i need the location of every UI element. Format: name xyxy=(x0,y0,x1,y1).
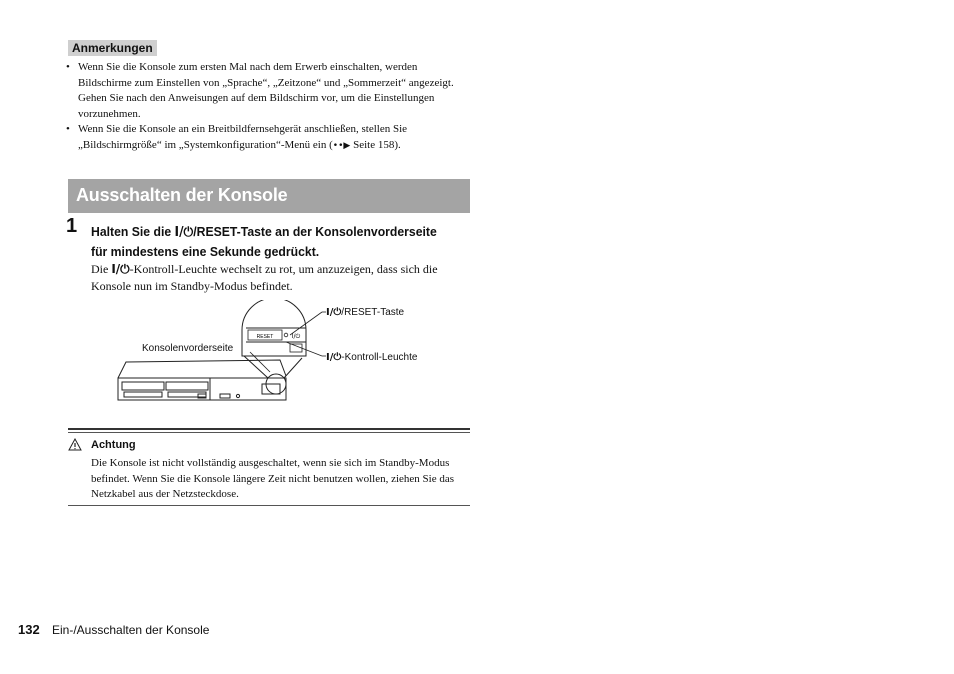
caution-second-rule xyxy=(68,432,470,433)
note-item xyxy=(66,60,466,122)
page-reference-arrow-icon: ••▶ xyxy=(332,140,351,151)
step-description xyxy=(91,261,471,295)
warning-triangle-icon xyxy=(68,438,82,451)
caution-top-rule xyxy=(68,428,470,430)
console-body-illustration xyxy=(118,360,286,400)
zoom-reset-label: RESET xyxy=(256,334,274,340)
step-title xyxy=(91,222,448,261)
section-header xyxy=(68,179,470,213)
label-reset-text: /RESET-Taste xyxy=(341,307,405,318)
notes-label: Anmerkungen xyxy=(68,40,157,56)
step-title-text: /RESET-Taste an der Konsolenvorderseite für mindestens eine Sekunde gedrückt. xyxy=(91,224,437,259)
label-console-front: Konsolenvorderseite xyxy=(142,343,234,354)
page-number: 132 xyxy=(18,622,40,637)
note-item xyxy=(66,122,466,154)
section-title: Ausschalten der Konsole xyxy=(76,185,288,205)
note-text: Wenn Sie die Konsole an ein Breitbildfernsehgerät anschließen, stellen Sie „Bildschirmgröße“ im „Systemkonfiguration“-Menü ein ( xyxy=(78,123,408,151)
zoom-power-label: I/⏻ xyxy=(291,333,301,340)
label-led-text: -Kontroll-Leuchte xyxy=(341,352,418,363)
notes-list xyxy=(66,60,466,154)
label-power-indicator xyxy=(326,352,417,363)
step-body-text: Die xyxy=(91,262,112,276)
note-text-page-ref: Seite 158). xyxy=(350,138,401,151)
step-title-text: Halten Sie die xyxy=(91,224,175,239)
bullet: • xyxy=(66,123,70,135)
label-reset-button xyxy=(326,307,404,318)
power-symbol-icon: I/⏻ xyxy=(326,352,342,363)
zoomed-front-panel xyxy=(242,300,306,356)
caution-bottom-rule xyxy=(68,505,470,506)
page-section-name: Ein-/Ausschalten der Konsole xyxy=(52,623,210,637)
caution-body: Die Konsole ist nicht vollständig ausgeschaltet, wenn sie sich im Standby-Modus befindet. Wenn Sie die Konsole längere Zeit nicht benutzen wollen, ziehen Sie das Netzkabel aus der Netzsteckdose. xyxy=(91,457,455,500)
power-symbol-icon: I/⏻ xyxy=(111,262,130,276)
power-symbol-icon: I/⏻ xyxy=(326,307,342,318)
caution-title: Achtung xyxy=(91,439,136,451)
step-body-text: -Kontroll-Leuchte wechselt zu rot, um anzuzeigen, dass sich die Konsole nun im Standby-Modus befindet. xyxy=(91,262,438,293)
console-diagram xyxy=(110,300,330,410)
power-symbol-icon: I/⏻ xyxy=(174,225,194,240)
step-number: 1 xyxy=(66,215,78,237)
note-text: Wenn Sie die Konsole zum ersten Mal nach dem Erwerb einschalten, werden Bildschirme zum Einstellen von „Sprache“, „Zeitzone“ und „Sommerzeit“ angezeigt. Gehen Sie nach den Anweisungen auf dem Bildschirm vor, um die Einstellungen vorzunehmen. xyxy=(78,61,454,120)
bullet: • xyxy=(66,61,70,73)
